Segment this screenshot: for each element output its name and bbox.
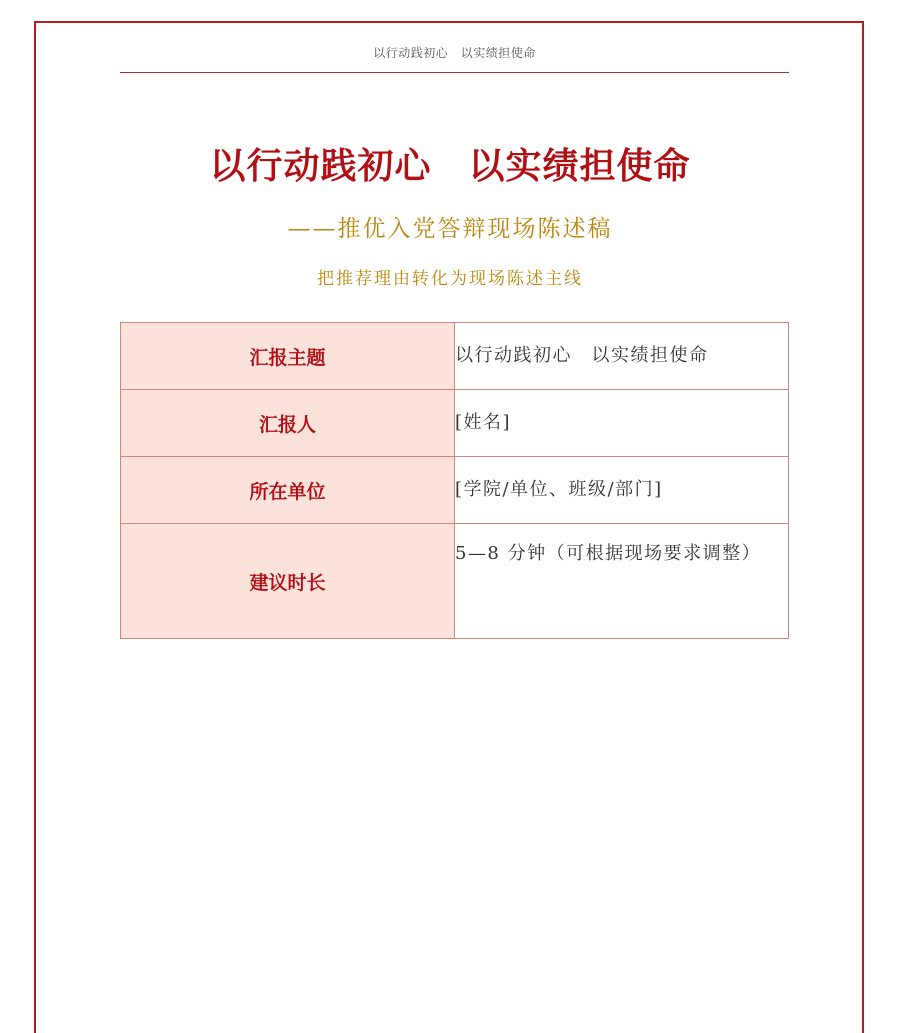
row-label-topic: 汇报主题 bbox=[121, 323, 455, 390]
document-subtitle: ——推优入党答辩现场陈述稿 bbox=[287, 216, 613, 242]
document-tagline: 把推荐理由转化为现场陈述主线 bbox=[317, 269, 583, 289]
document-title: 以行动践初心 以实绩担使命 bbox=[209, 146, 691, 187]
row-label-duration: 建议时长 bbox=[121, 524, 455, 639]
row-value-duration: 5—8 分钟（可根据现场要求调整） bbox=[454, 524, 788, 639]
row-label-reporter: 汇报人 bbox=[121, 390, 455, 457]
row-value-topic: 以行动践初心 以实绩担使命 bbox=[454, 323, 788, 390]
running-header: 以行动践初心 以实绩担使命 bbox=[373, 46, 536, 60]
row-value-reporter: [姓名] bbox=[454, 390, 788, 457]
row-value-unit: [学院/单位、班级/部门] bbox=[454, 457, 788, 524]
table-row bbox=[121, 457, 789, 524]
table-row bbox=[121, 390, 789, 457]
info-table bbox=[120, 322, 789, 639]
table-row bbox=[121, 524, 789, 639]
table-row bbox=[121, 323, 789, 390]
row-label-unit: 所在单位 bbox=[121, 457, 455, 524]
header-divider bbox=[120, 72, 789, 73]
